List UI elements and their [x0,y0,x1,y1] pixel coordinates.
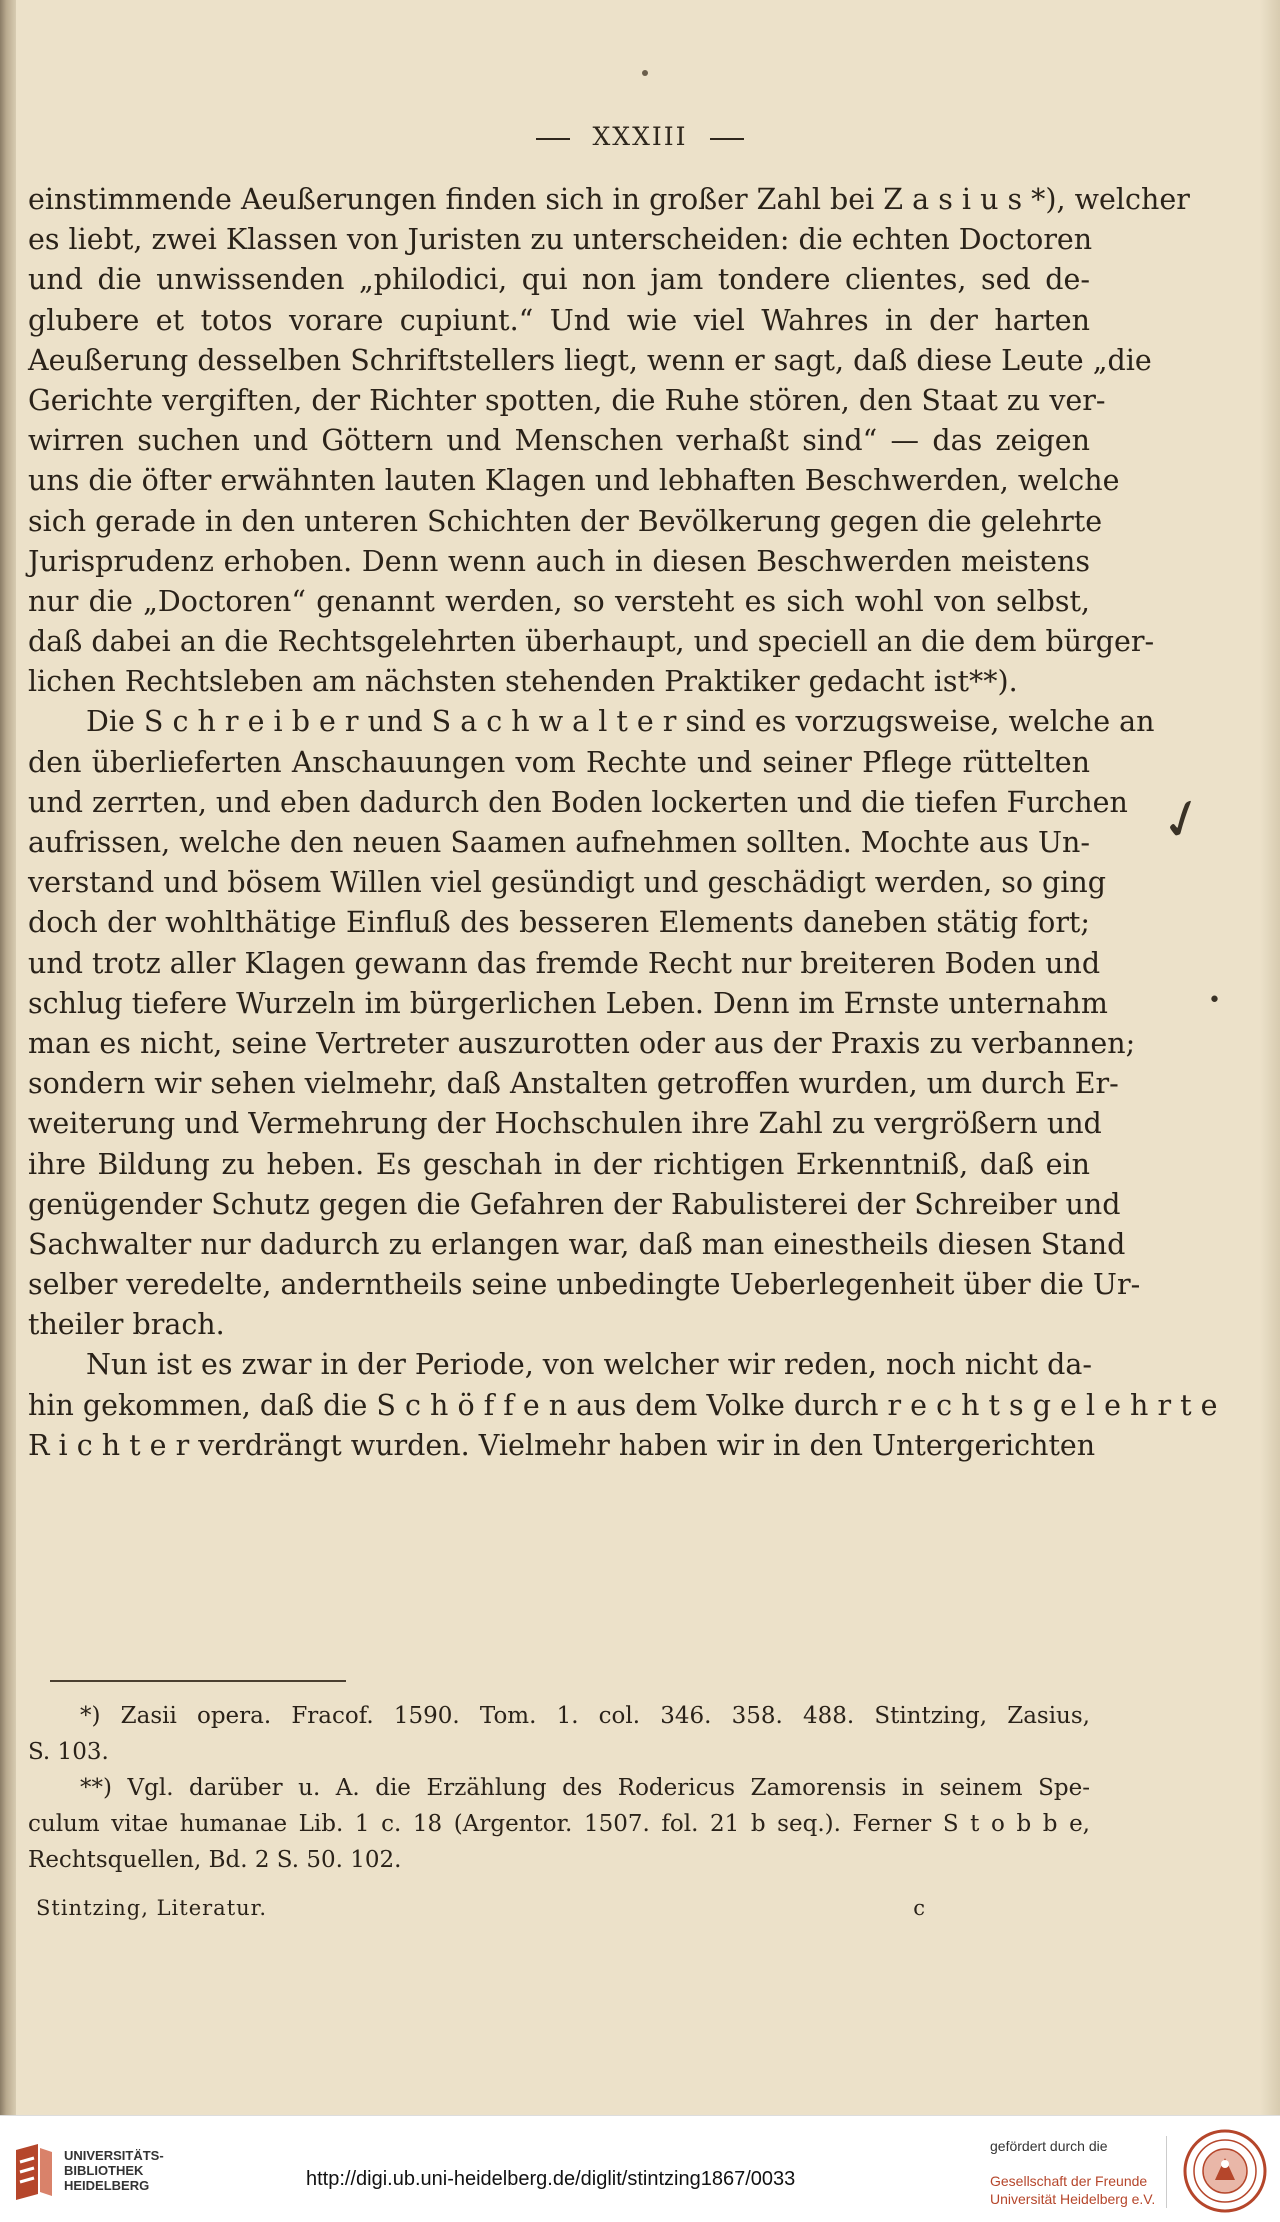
text-line: glubere et totos vorare cupiunt.“ Und wie viel Wahres in der harten [28,303,1090,337]
page-right-shadow [1260,0,1280,2115]
library-banner [0,2115,1280,2222]
footnotes [28,1698,1090,1878]
text-line: theiler brach. [28,1308,225,1342]
text-line: nur die „Doctoren“ genannt werden, so versteht es sich wohl von selbst, [28,584,1090,618]
text-line: hin gekommen, daß die S c h ö f f e n aus dem Volke durch r e c h t s g e l e h r t e [28,1388,1218,1422]
society-name[interactable] [990,2172,1155,2208]
text-line: Aeußerung desselben Schriftstellers liegt, wenn er sagt, daß diese Leute „die [28,343,1152,377]
text-line: doch der wohlthätige Einfluß des besseren Elements daneben stätig fort; [28,906,1090,940]
university-seal-icon [1182,2128,1268,2214]
text-line: und trotz aller Klagen gewann das fremde Recht nur breiteren Boden und [28,946,1101,980]
library-name-line: BIBLIOTHEK [64,2163,144,2178]
text-line: uns die öfter erwähnten lauten Klagen und lebhaften Beschwerden, welche [28,464,1120,498]
text-line: Sachwalter nur dadurch zu erlangen war, daß man einestheils diesen Stand [28,1227,1126,1261]
margin-dot-mark: • [1208,988,1221,1013]
library-name-line: UNIVERSITÄTS- [64,2148,164,2163]
text-line: ihre Bildung zu heben. Es geschah in der richtigen Erkenntniß, daß ein [28,1147,1090,1181]
footnote-line: **) Vgl. darüber u. A. die Erzählung des Rodericus Zamorensis in seinem Spe- [80,1775,1090,1801]
text-line: den überlieferten Anschauungen vom Rechte und seiner Pflege rüttelten [28,745,1090,779]
text-line: aufrissen, welche den neuen Saamen aufnehmen sollten. Mochte aus Un- [28,826,1090,859]
text-line: daß dabei an die Rechtsgelehrten überhaupt, und speciell an die dem bürger- [28,625,1155,659]
text-line: wirren suchen und Göttern und Menschen verhaßt sind“ — das zeigen [28,424,1090,458]
text-line: R i c h t e r verdrängt wurden. Vielmehr haben wir in den Untergerichten [28,1428,1096,1462]
footnote-line: S. 103. [28,1739,109,1765]
text-line: Jurisprudenz erhoben. Denn wenn auch in diesen Beschwerden meistens [28,544,1090,578]
text-line: verstand und bösem Willen viel gesündigt und geschädigt werden, so ging [28,866,1106,900]
page-number: XXXIII [592,122,688,151]
funded-by-label: gefördert durch die [990,2138,1108,2154]
footnote-separator [50,1680,346,1682]
footnote-line: *) Zasii opera. Fracof. 1590. Tom. 1. col. 346. 358. 488. Stintzing, Zasius, [80,1703,1090,1729]
body-text [28,180,1218,1466]
text-line: und zerrten, und eben dadurch den Boden lockerten und die tiefen Furchen [28,785,1128,819]
society-name-line: Universität Heidelberg e.V. [990,2191,1156,2207]
footnote-line: Rechtsquellen, Bd. 2 S. 50. 102. [28,1847,402,1873]
paper-speck [642,70,648,76]
text-line: Nun ist es zwar in der Periode, von welcher wir reden, noch nicht da- [86,1348,1093,1382]
signature-left: Stintzing, Literatur. [36,1896,268,1920]
text-line: weiterung und Vermehrung der Hochschulen ihre Zahl zu vergrößern und [28,1107,1102,1141]
header-dash-left [536,138,570,140]
text-line: und die unwissenden „philodici, qui non jam tondere clientes, sed de- [28,263,1090,297]
text-line: einstimmende Aeußerungen finden sich in großer Zahl bei Z a s i u s *), welcher [28,183,1190,216]
society-name-line: Gesellschaft der Freunde [990,2173,1148,2189]
text-line: sondern wir sehen vielmehr, daß Anstalten getroffen wurden, um durch Er- [28,1067,1119,1101]
text-line: Die S c h r e i b e r und S a c h w a l t e r sind es vorzugsweise, welche an [86,705,1155,739]
signature-mark: c [913,1896,926,1920]
text-line: man es nicht, seine Vertreter auszurotten oder aus der Praxis zu verbannen; [28,1026,1136,1060]
signature-line [36,1896,1076,1920]
text-line: Gerichte vergiften, der Richter spotten, die Ruhe stören, den Staat zu ver- [28,383,1106,417]
text-line: schlug tiefere Wurzeln im bürgerlichen Leben. Denn im Ernste unternahm [28,986,1108,1020]
permalink-url[interactable]: http://digi.ub.uni-heidelberg.de/diglit/stintzing1867/0033 [306,2168,796,2190]
text-line: selber veredelte, anderntheils seine unbedingte Ueberlegenheit über die Ur- [28,1268,1141,1302]
text-line: es liebt, zwei Klassen von Juristen zu unterscheiden: die echten Doctoren [28,223,1093,257]
footnote-line: culum vitae humanae Lib. 1 c. 18 (Argentor. 1507. fol. 21 b seq.). Ferner S t o b b e, [28,1811,1090,1837]
text-line: sich gerade in den unteren Schichten der Bevölkerung gegen die gelehrte [28,504,1103,538]
text-line: genügender Schutz gegen die Gefahren der Rabulisterei der Schreiber und [28,1187,1121,1221]
book-gutter-edge [0,0,16,2115]
text-line: lichen Rechtsleben am nächsten stehenden Praktiker gedacht ist**). [28,665,1018,699]
header-dash-right [710,138,744,140]
library-name-line: HEIDELBERG [64,2178,150,2193]
ub-heidelberg-logo-icon[interactable] [12,2142,56,2202]
banner-divider [1166,2136,1167,2208]
margin-check-mark: ✓ [1151,782,1214,857]
library-name [64,2148,164,2193]
page-header [0,122,1280,151]
